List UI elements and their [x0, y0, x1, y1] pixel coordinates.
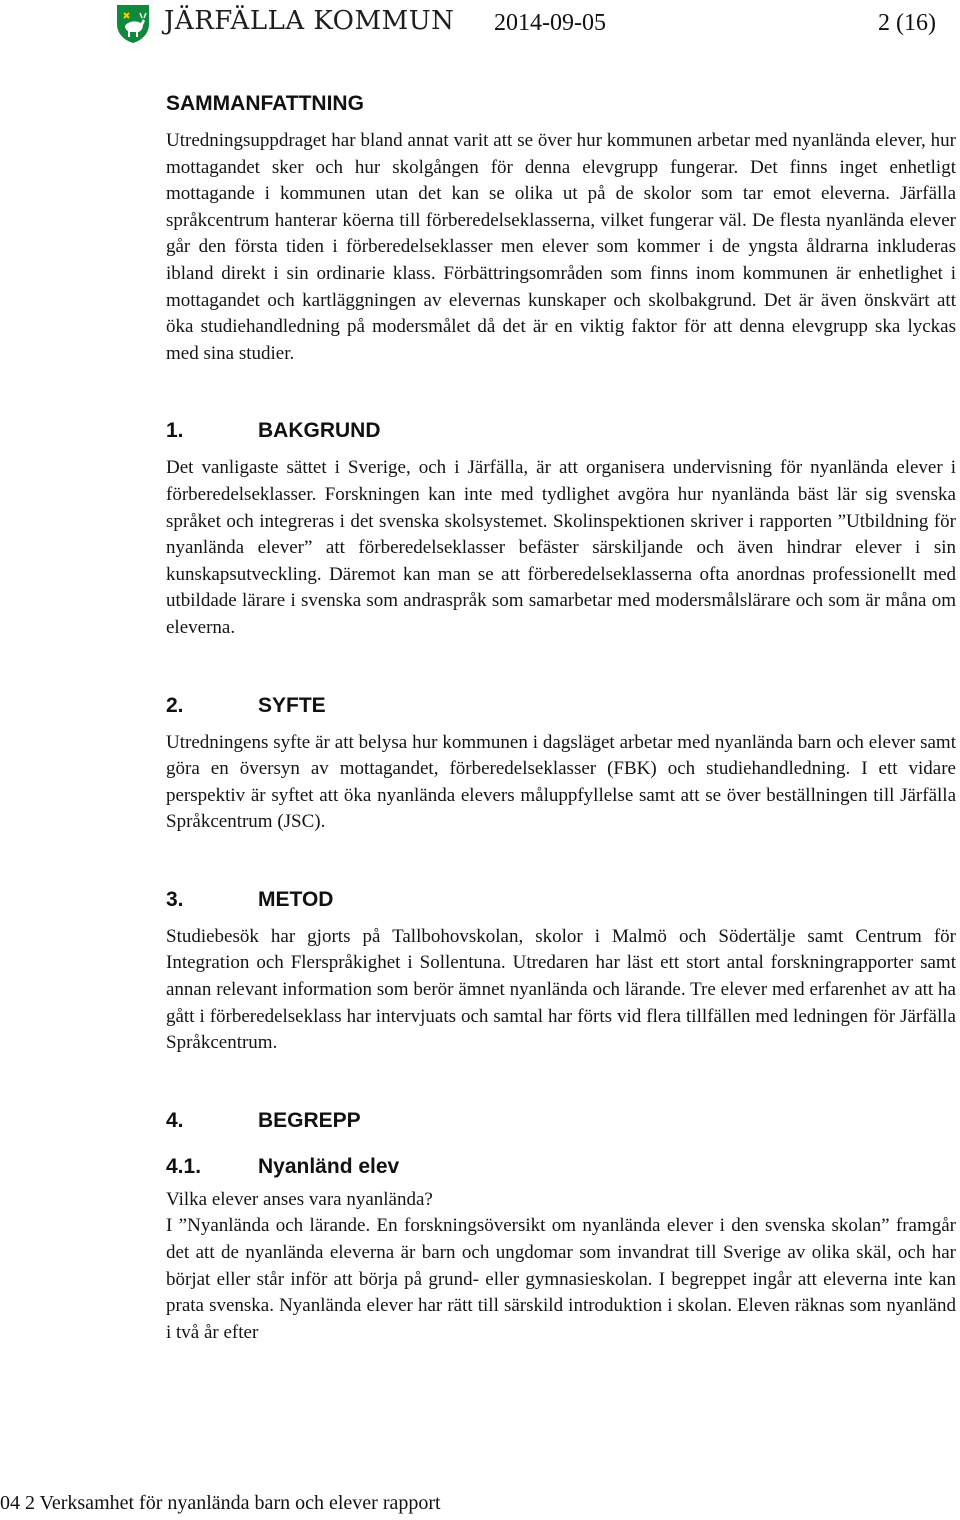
background-number: 1. — [166, 419, 184, 443]
concepts-number: 4. — [166, 1108, 184, 1132]
concepts-title: BEGREPP — [258, 1108, 361, 1132]
subsection-title: Nyanländ elev — [258, 1154, 400, 1178]
purpose-title: SYFTE — [258, 693, 326, 717]
method-paragraph: Studiebesök har gjorts på Tallbohovskolan, skolor i Malmö och Södertälje samt Centrum för Integration och Flerspråkighet i Sollentuna. Utredaren har läst ett stort antal forskningrapporter samt annan relevant information som berör ämnet nyanlända och lärande. Tre elever med erfarenhet av att ha gått i förberedelseklass har intervjuats och samtal har förts vid flera tillfällen med ledningen för Järfälla Språkcentrum. — [166, 925, 956, 1054]
document-body — [166, 90, 956, 1346]
method-number: 3. — [166, 887, 184, 911]
page-header — [0, 0, 960, 60]
document-date: 2014-09-05 — [494, 10, 606, 36]
definition-question: Vilka elever anses vara nyanlända? — [166, 1188, 433, 1210]
summary-paragraph: Utredningsuppdraget har bland annat varit att se över hur kommunen arbetar med nyanlända elever, hur mottagandet sker och hur skolgången för denna elevgrupp fungerar. Det finns inget enhetligt mottagande i kommunen utan det kan se olika ut på de skolor som tar emot eleverna. Järfälla språkcentrum hanterar köerna till förberedelseklasserna, vilket fungerar väl. De flesta nyanlända elever går den första tiden i förberedelseklasser men elever som kommer i de yngsta åldrarna inkluderas ibland direkt i sin ordinarie klass. Förbättringsområden som finns inom kommunen är enhetlighet i mottagandet och kartläggningen av elevernas kunskaper och skolbakgrund. Det är även önskvärt att öka studiehandledning på modersmålet då det är en viktig faktor för att denna elevgrupp ska lyckas med sina studier. — [166, 130, 956, 364]
page-number: 2 (16) — [878, 10, 936, 36]
background-paragraph: Det vanligaste sättet i Sverige, och i Järfälla, är att organisera undervisning för nyanlända elever i förberedelseklasser. Forskningen kan inte med tydlighet avgöra hur nyanlända bäst lär sig svenska språket och integreras i det svenska skolsystemet. Skolinspektionen skriver i rapporten ”Utbildning för nyanlända elever” att förberedelseklasser befäster särskiljande och även hindrar elever i sin kunskapsutveckling. Däremot kan man se att förberedelseklasserna ofta anordnas professionellt med utbildade lärare i svenska som andraspråk som samarbetar med modersmålslärare och som är måna om eleverna. — [166, 457, 956, 638]
purpose-paragraph: Utredningens syfte är att belysa hur kommunen i dagsläget arbetar med nyanlända barn och elever samt göra en översyn av mottagandet, förberedelseklasser (FBK) och studiehandledning. I ett vidare perspektiv är syftet att öka nyanlända elevers måluppfyllelse samt att se över beställningen till Järfälla Språkcentrum (JSC). — [166, 731, 956, 833]
jarfalla-coat-of-arms-logo — [116, 4, 150, 44]
method-heading — [166, 886, 956, 914]
background-heading — [166, 417, 956, 445]
method-title: METOD — [258, 887, 334, 911]
document-footer: 04 2 Verksamhet för nyanlända barn och elever rapport — [0, 1492, 441, 1514]
concepts-heading — [166, 1107, 956, 1135]
subsection-number: 4.1. — [166, 1154, 202, 1178]
summary-title: SAMMANFATTNING — [166, 92, 364, 115]
background-title: BAKGRUND — [258, 419, 381, 443]
summary-heading — [166, 90, 956, 118]
brand-name: JÄRFÄLLA KOMMUN — [164, 6, 455, 36]
purpose-heading — [166, 692, 956, 720]
newly-arrived-subheading — [166, 1153, 956, 1181]
purpose-number: 2. — [166, 693, 184, 717]
definition-paragraph: I ”Nyanlända och lärande. En forskningsöversikt om nyanlända elever i den svenska skolan” framgår det att de nyanlända eleverna är barn och ungdomar som invandrat till Sverige av olika skäl, och har börjat eller står inför att börja på grund- eller gymnasieskolan. I begreppet ingår att eleverna inte kan prata svenska. Nyanlända elever har rätt till särskild introduktion i skolan. Eleven räknas som nyanländ i två år efter — [166, 1215, 956, 1343]
